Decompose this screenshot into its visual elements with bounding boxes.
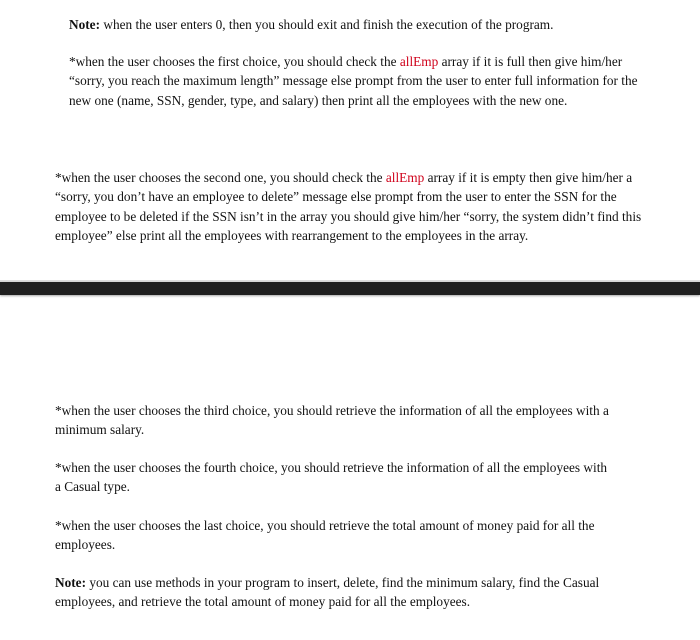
second-choice-text-start: *when the user chooses the second one, you should check the — [55, 170, 386, 185]
note-methods-text: you can use methods in your program to insert, delete, find the minimum salary, find the Casual employees, and retrieve the total amount of money paid for all the employees. — [55, 575, 600, 610]
page-divider-bar — [0, 282, 700, 295]
note-label: Note: — [55, 575, 87, 590]
allemp-highlight: allEmp — [399, 54, 439, 69]
note-exit-text: when the user enters 0, then you should exit and finish the execution of the program. — [100, 17, 554, 32]
first-choice-text-end: array if it is full then give him/her “sorry, you reach the maximum length” message else prompt from the user to enter full information for the new one (name, SSN, gender, type, and salary) then print all the employees with the new one. — [69, 54, 638, 108]
note-label: Note: — [69, 17, 101, 32]
note-exit-paragraph — [69, 15, 669, 34]
second-choice-paragraph — [55, 168, 645, 246]
last-choice-paragraph: *when the user chooses the last choice, you should retrieve the total amount of money paid for all the employees. — [55, 518, 595, 553]
first-choice-paragraph — [69, 52, 649, 110]
allemp-highlight: allEmp — [385, 170, 425, 185]
note-methods-paragraph — [55, 573, 655, 612]
first-choice-text-start: *when the user chooses the first choice, you should check the — [69, 54, 400, 69]
third-choice-paragraph: *when the user chooses the third choice, you should retrieve the information of all the employees with a minimum salary. — [55, 403, 609, 438]
second-choice-text-end: array if it is empty then give him/her a “sorry, you don’t have an employee to delete” message else prompt from the user to enter the SSN for the employee to be deleted if the SSN isn’t in the array you should give him/her “sorry, the system didn’t find this employee” else print all the employees with rearrangement to the employees in the array. — [55, 170, 642, 244]
fourth-choice-paragraph: *when the user chooses the fourth choice, you should retrieve the information of all the employees with a Casual type. — [55, 460, 608, 495]
